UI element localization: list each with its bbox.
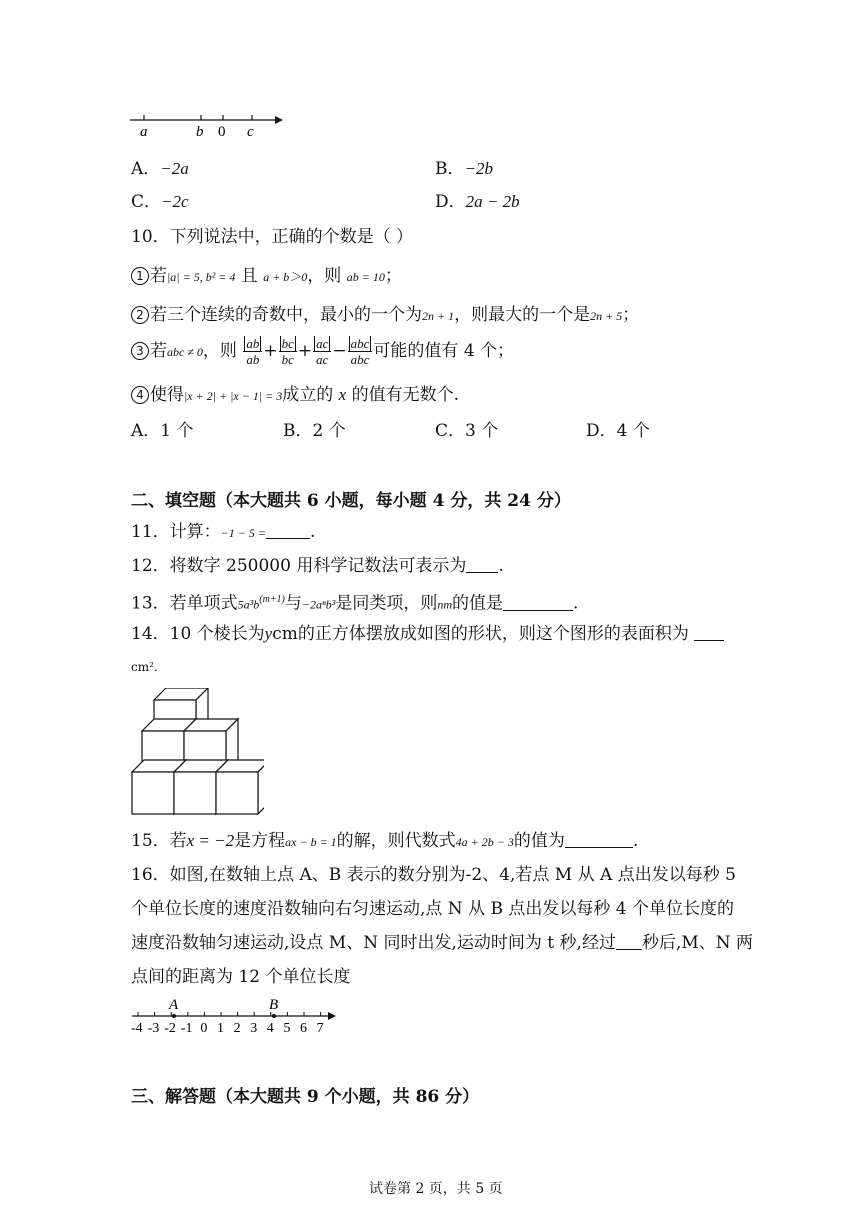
q15: 15．若x = −2是方程ax − b = 1的解，则代数式4a + 2b − 3的值为 . bbox=[131, 831, 639, 851]
answer-blank bbox=[466, 556, 498, 573]
q16-number-line bbox=[128, 994, 348, 1038]
q16-tick-label: -4 bbox=[131, 1021, 143, 1036]
q16-line-1: 16．如图,在数轴上点 A、B 表示的数分别为-2、4,若点 M 从 A 点出发以每秒 5 bbox=[131, 865, 736, 885]
q9-option-b: B．−2b bbox=[435, 159, 493, 179]
q10-statement-3: 3 若abc ≠ 0，则 $\frac{ab}{ab}$ + $\frac{bc}{bc}$ + $\frac{ac}{ac}$ − $\frac{\text{abc}}{\text{abc}}$ 可能的值有 4 个； bbox=[131, 336, 514, 367]
q9-label-c: c bbox=[247, 124, 254, 140]
q10-option-a: A．1 个 bbox=[131, 421, 194, 441]
fraction-abc: $\frac{\text{abc}}{\text{abc}}$ bbox=[348, 336, 373, 367]
answer-blank bbox=[616, 933, 642, 950]
q16-tick-label: 2 bbox=[233, 1021, 241, 1036]
circled-1: 1 bbox=[131, 267, 149, 285]
q16-line-3: 速度沿数轴匀速运动,设点 M、N 同时出发,运动时间为 t 秒,经过 秒后,M、N 两 bbox=[131, 933, 754, 953]
section-3-heading: 三、解答题（本大题共 9 个小题，共 86 分） bbox=[131, 1087, 480, 1107]
q10-option-d: D．4 个 bbox=[586, 421, 650, 441]
q14-cube-figure bbox=[128, 688, 264, 820]
q10-option-c: C．3 个 bbox=[435, 421, 499, 441]
circled-4: 4 bbox=[131, 386, 149, 404]
answer-blank bbox=[565, 831, 633, 848]
q9-label-b: b bbox=[196, 124, 204, 140]
q9-label-a: a bbox=[140, 124, 148, 140]
q14-unit-line: cm². bbox=[131, 660, 158, 674]
q12: 12．将数字 250000 用科学记数法可表示为 . bbox=[131, 556, 504, 576]
q16-line-2: 个单位长度的速度沿数轴向右匀速运动,点 N 从 B 点出发以每秒 4 个单位长度的 bbox=[131, 899, 735, 919]
q16-tick-label: 0 bbox=[200, 1021, 208, 1036]
q16-tick-label: 3 bbox=[250, 1021, 258, 1036]
q10-statement-2: 2 若三个连续的奇数中，最小的一个为2n + 1，则最大的一个是2n + 5； bbox=[131, 304, 639, 327]
q10-statement-4: 4 使得|x + 2| + |x − 1| = 3成立的 x 的值有无数个. bbox=[131, 384, 459, 407]
q13: 13．若单项式$5a^3b^{(m+1)}$与−2aⁿb³是同类项，则nm的值是 . bbox=[131, 593, 579, 614]
answer-blank bbox=[503, 594, 573, 611]
fraction-ab: $\frac{ab}{ab}$ bbox=[243, 336, 262, 367]
page-footer: 试卷第 2 页，共 5 页 bbox=[369, 1181, 503, 1197]
q9-number-line bbox=[125, 110, 285, 144]
section-2-heading: 二、填空题（本大题共 6 小题，每小题 4 分，共 24 分） bbox=[131, 491, 571, 511]
circled-2: 2 bbox=[131, 306, 149, 324]
q9-label-zero: 0 bbox=[218, 124, 226, 140]
fraction-bc: $\frac{bc}{bc}$ bbox=[279, 336, 297, 367]
q16-tick-label: 6 bbox=[300, 1021, 307, 1036]
answer-blank bbox=[694, 624, 724, 641]
q9-option-a: A．−2a bbox=[131, 159, 189, 179]
q14: 14．10 个棱长为ycm的正方体摆放成如图的形状，则这个图形的表面积为 bbox=[131, 623, 724, 645]
q16-tick-label: -1 bbox=[180, 1021, 193, 1036]
cube-front-face bbox=[174, 772, 216, 814]
cube-front-face bbox=[132, 772, 174, 814]
cube-front-face bbox=[216, 772, 258, 814]
fraction-ac: $\frac{ac}{ac}$ bbox=[313, 336, 331, 367]
cubes-group bbox=[132, 688, 264, 814]
q16-tick-label: -3 bbox=[147, 1021, 160, 1036]
q9-option-d: D．2a − 2b bbox=[435, 192, 520, 212]
q11: 11．计算：−1 − 5 = . bbox=[131, 522, 316, 542]
circled-3: 3 bbox=[131, 342, 149, 360]
q10-statement-1: 1 若|a| = 5, b² = 4 且 a + b＞0，则 ab = 10； bbox=[131, 265, 402, 288]
q10-option-b: B．2 个 bbox=[283, 421, 346, 441]
answer-blank bbox=[266, 522, 310, 539]
q16-tick-label: 5 bbox=[283, 1021, 291, 1036]
q16-line-4: 点间的距离为 12 个单位长度 bbox=[131, 967, 351, 987]
q16-tick-label: -2 bbox=[164, 1021, 176, 1036]
q16-tick-label: 4 bbox=[266, 1021, 274, 1036]
q16-point-b-label: B bbox=[269, 997, 279, 1013]
q10-stem: 10．下列说法中，正确的个数是（ ） bbox=[131, 227, 414, 247]
q16-tick-label: 1 bbox=[217, 1021, 224, 1036]
q16-tick-label: 7 bbox=[316, 1021, 324, 1036]
q16-point-a-label: A bbox=[169, 997, 179, 1013]
q9-option-c: C．−2c bbox=[131, 192, 189, 212]
